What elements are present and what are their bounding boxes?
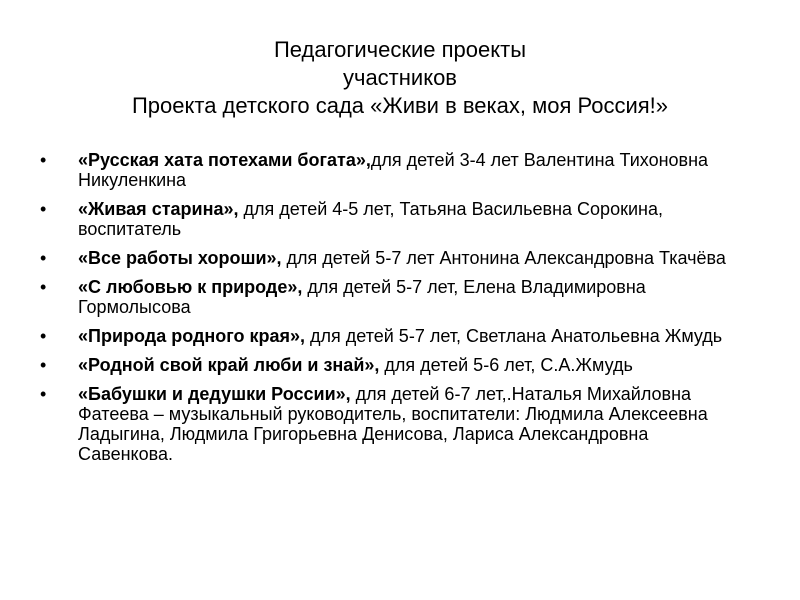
project-name: «Природа родного края», [78, 326, 306, 346]
slide-title [40, 36, 760, 120]
project-details: для детей 3-4 лет Валентина Тихоновна Никуленкина [78, 150, 709, 190]
bullet-icon: • [40, 326, 47, 346]
project-name: «Бабушки и дедушки России», [78, 384, 351, 404]
bullet-icon: • [40, 384, 47, 404]
project-details: для детей 5-7 лет, Светлана Анатольевна Жмудь [305, 326, 723, 346]
list-item [40, 326, 740, 346]
project-name: «С любовью к природе», [78, 277, 303, 297]
project-details: для детей 5-7 лет, Елена Владимировна Гормолысова [78, 277, 646, 317]
bullet-icon: • [40, 355, 47, 375]
project-name: «Русская хата потехами богата», [78, 150, 371, 170]
list-item [40, 150, 740, 190]
list-item [40, 199, 740, 239]
project-details: для детей 5-7 лет Антонина Александровна Ткачёва [281, 248, 726, 268]
list-item [40, 277, 740, 317]
project-name: «Живая старина», [78, 199, 239, 219]
title-line-3: Проекта детского сада «Живи в веках, моя Россия!» [131, 93, 668, 118]
bullet-icon: • [40, 277, 47, 297]
project-list [40, 150, 740, 473]
bullet-icon: • [40, 199, 47, 219]
list-item [40, 248, 740, 268]
list-item [40, 384, 740, 464]
list-item [40, 355, 740, 375]
project-name: «Родной свой край люби и знай», [78, 355, 380, 375]
project-details: для детей 6-7 лет,.Наталья Михайловна Фатеева – музыкальный руководитель, воспитатели: Людмила Алексеевна Ладыгина, Людмила Григорьевна Денисова, Лариса Александровна Савенкова. [78, 384, 708, 464]
bullet-icon: • [40, 248, 47, 268]
project-name: «Все работы хороши», [78, 248, 282, 268]
title-line-1: Педагогические проекты [273, 37, 527, 62]
bullet-icon: • [40, 150, 47, 170]
project-details: для детей 4-5 лет, Татьяна Васильевна Сорокина, воспитатель [78, 199, 663, 239]
project-details: для детей 5-6 лет, С.А.Жмудь [379, 355, 633, 375]
title-line-2: участников [342, 65, 457, 90]
